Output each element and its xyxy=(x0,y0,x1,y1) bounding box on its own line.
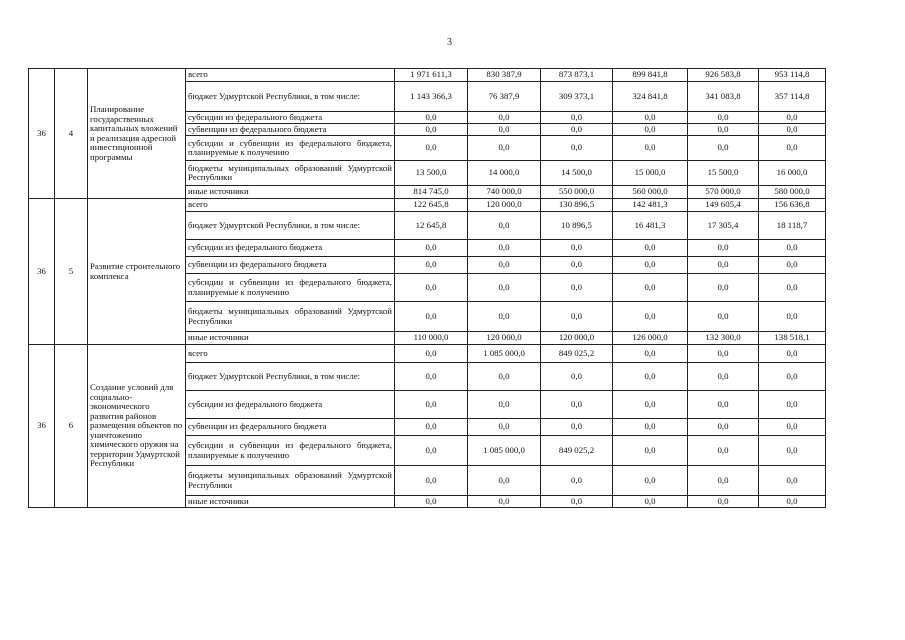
amount-cell: 849 025,2 xyxy=(541,436,613,466)
amount-cell: 0,0 xyxy=(468,112,541,124)
funding-source: субсидии и субвенции из федерального бюджета, планируемые к получению xyxy=(186,136,395,161)
amount-cell: 0,0 xyxy=(468,496,541,508)
amount-cell: 1 143 366,3 xyxy=(395,82,468,112)
amount-cell: 580 000,0 xyxy=(759,186,826,199)
amount-cell: 132 300,0 xyxy=(688,332,759,345)
amount-cell: 0,0 xyxy=(468,466,541,496)
amount-cell: 120 000,0 xyxy=(541,332,613,345)
amount-cell: 0,0 xyxy=(395,436,468,466)
funding-source: субсидии из федерального бюджета xyxy=(186,391,395,419)
amount-cell: 0,0 xyxy=(688,436,759,466)
amount-cell: 0,0 xyxy=(759,496,826,508)
amount-cell: 0,0 xyxy=(541,363,613,391)
amount-cell: 0,0 xyxy=(541,419,613,436)
amount-cell: 0,0 xyxy=(759,466,826,496)
amount-cell: 0,0 xyxy=(688,391,759,419)
amount-cell: 0,0 xyxy=(395,257,468,274)
amount-cell: 0,0 xyxy=(613,240,688,257)
amount-cell: 0,0 xyxy=(395,136,468,161)
amount-cell: 13 500,0 xyxy=(395,161,468,186)
amount-cell: 0,0 xyxy=(688,419,759,436)
amount-cell: 0,0 xyxy=(759,124,826,136)
amount-cell: 0,0 xyxy=(395,302,468,332)
amount-cell: 0,0 xyxy=(468,302,541,332)
amount-cell: 120 000,0 xyxy=(468,332,541,345)
amount-cell: 0,0 xyxy=(613,112,688,124)
amount-cell: 156 636,8 xyxy=(759,199,826,212)
amount-cell: 0,0 xyxy=(541,391,613,419)
subprogram-name: Создание условий для социально-экономического развития районов размещения объектов по уничтожению химического оружия на территории Удмуртской Республики xyxy=(88,345,186,508)
amount-cell: 0,0 xyxy=(613,363,688,391)
amount-cell: 12 645,8 xyxy=(395,212,468,240)
amount-cell: 0,0 xyxy=(613,124,688,136)
amount-cell: 0,0 xyxy=(688,124,759,136)
amount-cell: 1 085 000,0 xyxy=(468,345,541,363)
amount-cell: 122 645,8 xyxy=(395,199,468,212)
funding-source: бюджет Удмуртской Республики, в том числе: xyxy=(186,212,395,240)
amount-cell: 0,0 xyxy=(688,496,759,508)
amount-cell: 0,0 xyxy=(759,240,826,257)
subprogram-name: Развитие строительного комплекса xyxy=(88,199,186,345)
amount-cell: 0,0 xyxy=(759,345,826,363)
amount-cell: 142 481,3 xyxy=(613,199,688,212)
amount-cell: 0,0 xyxy=(468,240,541,257)
amount-cell: 0,0 xyxy=(688,302,759,332)
subprogram-code: 5 xyxy=(55,199,88,345)
section-code: 36 xyxy=(29,199,55,345)
amount-cell: 14 000,0 xyxy=(468,161,541,186)
amount-cell: 0,0 xyxy=(541,240,613,257)
amount-cell: 0,0 xyxy=(468,136,541,161)
amount-cell: 0,0 xyxy=(541,257,613,274)
amount-cell: 814 745,0 xyxy=(395,186,468,199)
amount-cell: 0,0 xyxy=(688,345,759,363)
funding-source: всего xyxy=(186,345,395,363)
amount-cell: 130 896,5 xyxy=(541,199,613,212)
amount-cell: 126 000,0 xyxy=(613,332,688,345)
table-row xyxy=(29,199,826,212)
amount-cell: 0,0 xyxy=(759,419,826,436)
amount-cell: 0,0 xyxy=(613,466,688,496)
amount-cell: 0,0 xyxy=(395,391,468,419)
amount-cell: 0,0 xyxy=(759,136,826,161)
funding-source: субсидии и субвенции из федерального бюджета, планируемые к получению xyxy=(186,436,395,466)
amount-cell: 10 896,5 xyxy=(541,212,613,240)
page-number: 3 xyxy=(447,37,452,48)
amount-cell: 0,0 xyxy=(613,136,688,161)
funding-source: бюджеты муниципальных образований Удмуртской Республики xyxy=(186,302,395,332)
amount-cell: 0,0 xyxy=(395,419,468,436)
funding-source: бюджет Удмуртской Республики, в том числе: xyxy=(186,363,395,391)
section-code: 36 xyxy=(29,345,55,508)
amount-cell: 0,0 xyxy=(759,302,826,332)
amount-cell: 0,0 xyxy=(688,136,759,161)
amount-cell: 138 518,1 xyxy=(759,332,826,345)
amount-cell: 0,0 xyxy=(541,302,613,332)
amount-cell: 0,0 xyxy=(395,496,468,508)
amount-cell: 0,0 xyxy=(759,112,826,124)
amount-cell: 15 000,0 xyxy=(613,161,688,186)
amount-cell: 0,0 xyxy=(613,436,688,466)
amount-cell: 0,0 xyxy=(541,496,613,508)
funding-source: всего xyxy=(186,69,395,82)
funding-source: всего xyxy=(186,199,395,212)
amount-cell: 560 000,0 xyxy=(613,186,688,199)
amount-cell: 309 373,1 xyxy=(541,82,613,112)
amount-cell: 0,0 xyxy=(541,274,613,302)
funding-source: бюджеты муниципальных образований Удмуртской Республики xyxy=(186,466,395,496)
amount-cell: 357 114,8 xyxy=(759,82,826,112)
amount-cell: 899 841,8 xyxy=(613,69,688,82)
funding-source: субсидии из федерального бюджета xyxy=(186,112,395,124)
amount-cell: 17 305,4 xyxy=(688,212,759,240)
amount-cell: 120 000,0 xyxy=(468,199,541,212)
amount-cell: 0,0 xyxy=(395,466,468,496)
subprogram-code: 4 xyxy=(55,69,88,199)
funding-source: иные источники xyxy=(186,332,395,345)
amount-cell: 0,0 xyxy=(759,257,826,274)
amount-cell: 0,0 xyxy=(468,363,541,391)
funding-source: субвенции из федерального бюджета xyxy=(186,124,395,136)
amount-cell: 0,0 xyxy=(613,274,688,302)
amount-cell: 0,0 xyxy=(395,240,468,257)
amount-cell: 830 387,9 xyxy=(468,69,541,82)
amount-cell: 550 000,0 xyxy=(541,186,613,199)
funding-source: бюджет Удмуртской Республики, в том числе: xyxy=(186,82,395,112)
amount-cell: 0,0 xyxy=(541,112,613,124)
amount-cell: 0,0 xyxy=(395,345,468,363)
subprogram-name: Планирование государственных капитальных вложений и реализация адресной инвестиционной программы xyxy=(88,69,186,199)
amount-cell: 0,0 xyxy=(688,112,759,124)
amount-cell: 110 000,0 xyxy=(395,332,468,345)
amount-cell: 0,0 xyxy=(468,274,541,302)
funding-source: субвенции из федерального бюджета xyxy=(186,257,395,274)
amount-cell: 0,0 xyxy=(395,274,468,302)
funding-source: субсидии из федерального бюджета xyxy=(186,240,395,257)
amount-cell: 0,0 xyxy=(468,419,541,436)
section-code: 36 xyxy=(29,69,55,199)
amount-cell: 341 083,8 xyxy=(688,82,759,112)
amount-cell: 0,0 xyxy=(759,274,826,302)
amount-cell: 0,0 xyxy=(395,112,468,124)
amount-cell: 324 841,8 xyxy=(613,82,688,112)
amount-cell: 0,0 xyxy=(468,391,541,419)
table-row xyxy=(29,345,826,363)
amount-cell: 0,0 xyxy=(541,124,613,136)
amount-cell: 570 000,0 xyxy=(688,186,759,199)
amount-cell: 0,0 xyxy=(468,124,541,136)
amount-cell: 0,0 xyxy=(613,257,688,274)
amount-cell: 0,0 xyxy=(613,496,688,508)
amount-cell: 0,0 xyxy=(688,274,759,302)
amount-cell: 0,0 xyxy=(688,257,759,274)
amount-cell: 1 085 000,0 xyxy=(468,436,541,466)
amount-cell: 16 481,3 xyxy=(613,212,688,240)
amount-cell: 0,0 xyxy=(395,124,468,136)
amount-cell: 740 000,0 xyxy=(468,186,541,199)
funding-source: бюджеты муниципальных образований Удмуртской Республики xyxy=(186,161,395,186)
amount-cell: 926 583,8 xyxy=(688,69,759,82)
funding-source: иные источники xyxy=(186,496,395,508)
amount-cell: 0,0 xyxy=(395,363,468,391)
amount-cell: 149 605,4 xyxy=(688,199,759,212)
funding-source: иные источники xyxy=(186,186,395,199)
funding-source: субвенции из федерального бюджета xyxy=(186,419,395,436)
amount-cell: 953 114,8 xyxy=(759,69,826,82)
table-row xyxy=(29,69,826,82)
amount-cell: 0,0 xyxy=(759,391,826,419)
amount-cell: 0,0 xyxy=(613,419,688,436)
amount-cell: 0,0 xyxy=(613,302,688,332)
amount-cell: 0,0 xyxy=(688,363,759,391)
budget-table xyxy=(28,68,826,508)
amount-cell: 0,0 xyxy=(688,466,759,496)
subprogram-code: 6 xyxy=(55,345,88,508)
amount-cell: 849 025,2 xyxy=(541,345,613,363)
amount-cell: 15 500,0 xyxy=(688,161,759,186)
amount-cell: 0,0 xyxy=(613,345,688,363)
amount-cell: 18 118,7 xyxy=(759,212,826,240)
amount-cell: 0,0 xyxy=(613,391,688,419)
amount-cell: 0,0 xyxy=(688,240,759,257)
amount-cell: 16 000,0 xyxy=(759,161,826,186)
amount-cell: 0,0 xyxy=(541,466,613,496)
amount-cell: 76 387,9 xyxy=(468,82,541,112)
amount-cell: 0,0 xyxy=(541,136,613,161)
amount-cell: 0,0 xyxy=(468,257,541,274)
amount-cell: 0,0 xyxy=(468,212,541,240)
amount-cell: 14 500,0 xyxy=(541,161,613,186)
amount-cell: 1 971 611,3 xyxy=(395,69,468,82)
amount-cell: 0,0 xyxy=(759,436,826,466)
amount-cell: 873 873,1 xyxy=(541,69,613,82)
amount-cell: 0,0 xyxy=(759,363,826,391)
funding-source: субсидии и субвенции из федерального бюджета, планируемые к получению xyxy=(186,274,395,302)
